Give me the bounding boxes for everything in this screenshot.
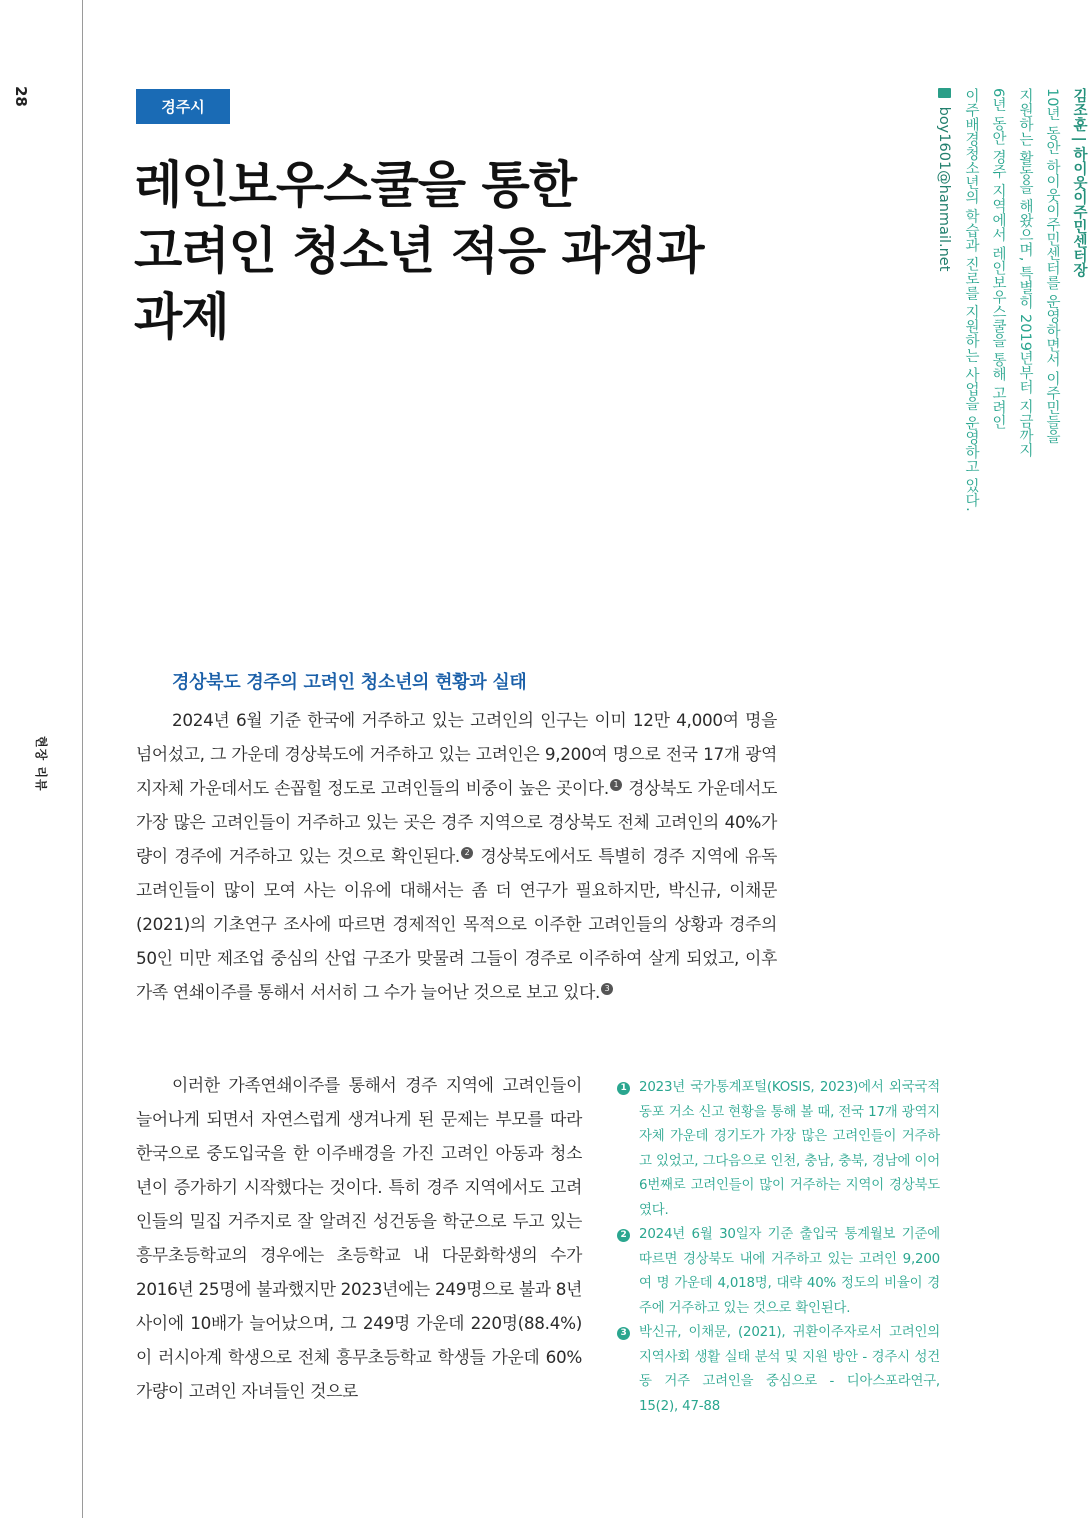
body-paragraph-1 [136,703,777,1009]
footnote-text: 2023년 국가통계포털(KOSIS, 2023)에서 외국국적동포 거소 신고 현황을 통해 볼 때, 전국 17개 광역지자체 가운데 경기도가 가장 많은 고려인들이 거주하고 있었고, 그다음으로 인천, 충남, 충북, 경남에 이어 6번째로 고려인들이 많이 거주하는 지역이 경상북도였다. [639,1080,940,1218]
section-subheading: 경상북도 경주의 고려인 청소년의 현황과 실태 [172,672,527,693]
footnote-text: 2024년 6월 30일자 기준 출입국 통계월보 기준에 따르면 경상북도 내에 거주하고 있는 고려인 9,200여 명 가운데 4,018명, 대략 40% 정도의 비율이 경주에 거주하고 있는 것으로 확인된다. [639,1227,940,1316]
author-bio-line: 10년 동안 하이웃이주민센터를 운영하면서 이주민들을 [1044,88,1060,444]
author-bio-line: 6년 동안 경주 지역에서 레인보우스쿨을 통해 고려인 [990,88,1006,430]
footnote-number: 1 [617,1082,630,1095]
footnote-number: 3 [617,1327,630,1340]
footnotes [617,1076,940,1419]
region-badge: 경주시 [136,89,230,124]
footnote-item [617,1321,940,1419]
footnote-ref-2[interactable]: 2 [461,847,473,859]
title-line-3: 과제 [134,288,229,346]
author-email[interactable]: boy1601@hanmail.net [936,106,952,272]
paragraph-text: 경상북도 가운데서도 가장 많은 고려인들이 거주하고 있는 곳은 경주 지역으로 경상북도 전체 고려인의 40%가량이 경주에 거주하고 있는 것으로 확인된다. [136,778,777,866]
paragraph-text: 경상북도에서도 특별히 경주 지역에 유독 고려인들이 많이 모여 사는 이유에 대해서는 좀 더 연구가 필요하지만, 박신규, 이채문(2021)의 기초연구 조사에 따르면 경제적인 목적으로 이주한 고려인들의 상황과 경주의 50인 미만 제조업 중심의 산업 구조가 맞물려 그들이 경주로 이주하여 살게 되었고, 이후 가족 연쇄이주를 통해서 서서히 그 수가 늘어난 것으로 보고 있다. [136,846,777,1002]
author-name: 김조훈 | 하이웃이주민센터장 [1071,88,1087,278]
body-paragraph-2 [136,1068,582,1408]
page-number: 28 [12,86,30,107]
author-block [928,88,1090,548]
title-line-2: 고려인 청소년 적응 과정과 [134,222,704,280]
mail-icon [938,88,951,98]
margin-rule [82,0,83,1518]
author-bio-line: 이주배경청소년의 학습과 진로를 지원하는 사업을 운영하고 있다. [963,88,979,512]
footnote-item [617,1076,940,1223]
author-bio-line: 지원하는 활동을 해왔으며, 특별히 2019년부터 지금까지 [1017,88,1033,458]
footnote-number: 2 [617,1229,630,1242]
footnote-ref-3[interactable]: 3 [601,983,613,995]
paragraph-text: 2024년 6월 기준 한국에 거주하고 있는 고려인의 인구는 이미 12만 4,000여 명을 넘어섰고, 그 가운데 경상북도에 거주하고 있는 고려인은 9,200여 명으로 전국 17개 광역지자체 가운데서도 손꼽힐 정도로 고려인들의 비중이 높은 곳이다. [136,710,777,798]
author-email-line [933,88,955,548]
footnote-text: 박신규, 이채문, (2021), 귀환이주자로서 고려인의 지역사회 생활 실태 분석 및 지원 방안 - 경주시 성건동 거주 고려인을 중심으로 - 디아스포라연구, 15(2), 47-88 [639,1325,940,1414]
footnote-item [617,1223,940,1321]
section-label: 현장 리뷰 [34,736,48,792]
footnote-ref-1[interactable]: 1 [610,779,622,791]
title-line-1: 레인보우스쿨을 통한 [134,156,577,214]
article-title [134,152,754,350]
paragraph-text: 이러한 가족연쇄이주를 통해서 경주 지역에 고려인들이 늘어나게 되면서 자연스럽게 생겨나게 된 문제는 부모를 따라 한국으로 중도입국을 한 이주배경을 가진 고려인 아동과 청소년이 증가하기 시작했다는 것이다. 특히 경주 지역에서도 고려인들의 밀집 거주지로 잘 알려진 성건동을 학군으로 두고 있는 흥무초등학교의 경우에는 초등학교 내 다문화학생의 수가 2016년 25명에 불과했지만 2023년에는 249명으로 불과 8년 사이에 10배가 늘어났으며, 그 249명 가운데 220명(88.4%)이 러시아계 학생으로 전체 흥무초등학교 학생들 가운데 60%가량이 고려인 자녀들인 것으로 [136,1075,582,1401]
